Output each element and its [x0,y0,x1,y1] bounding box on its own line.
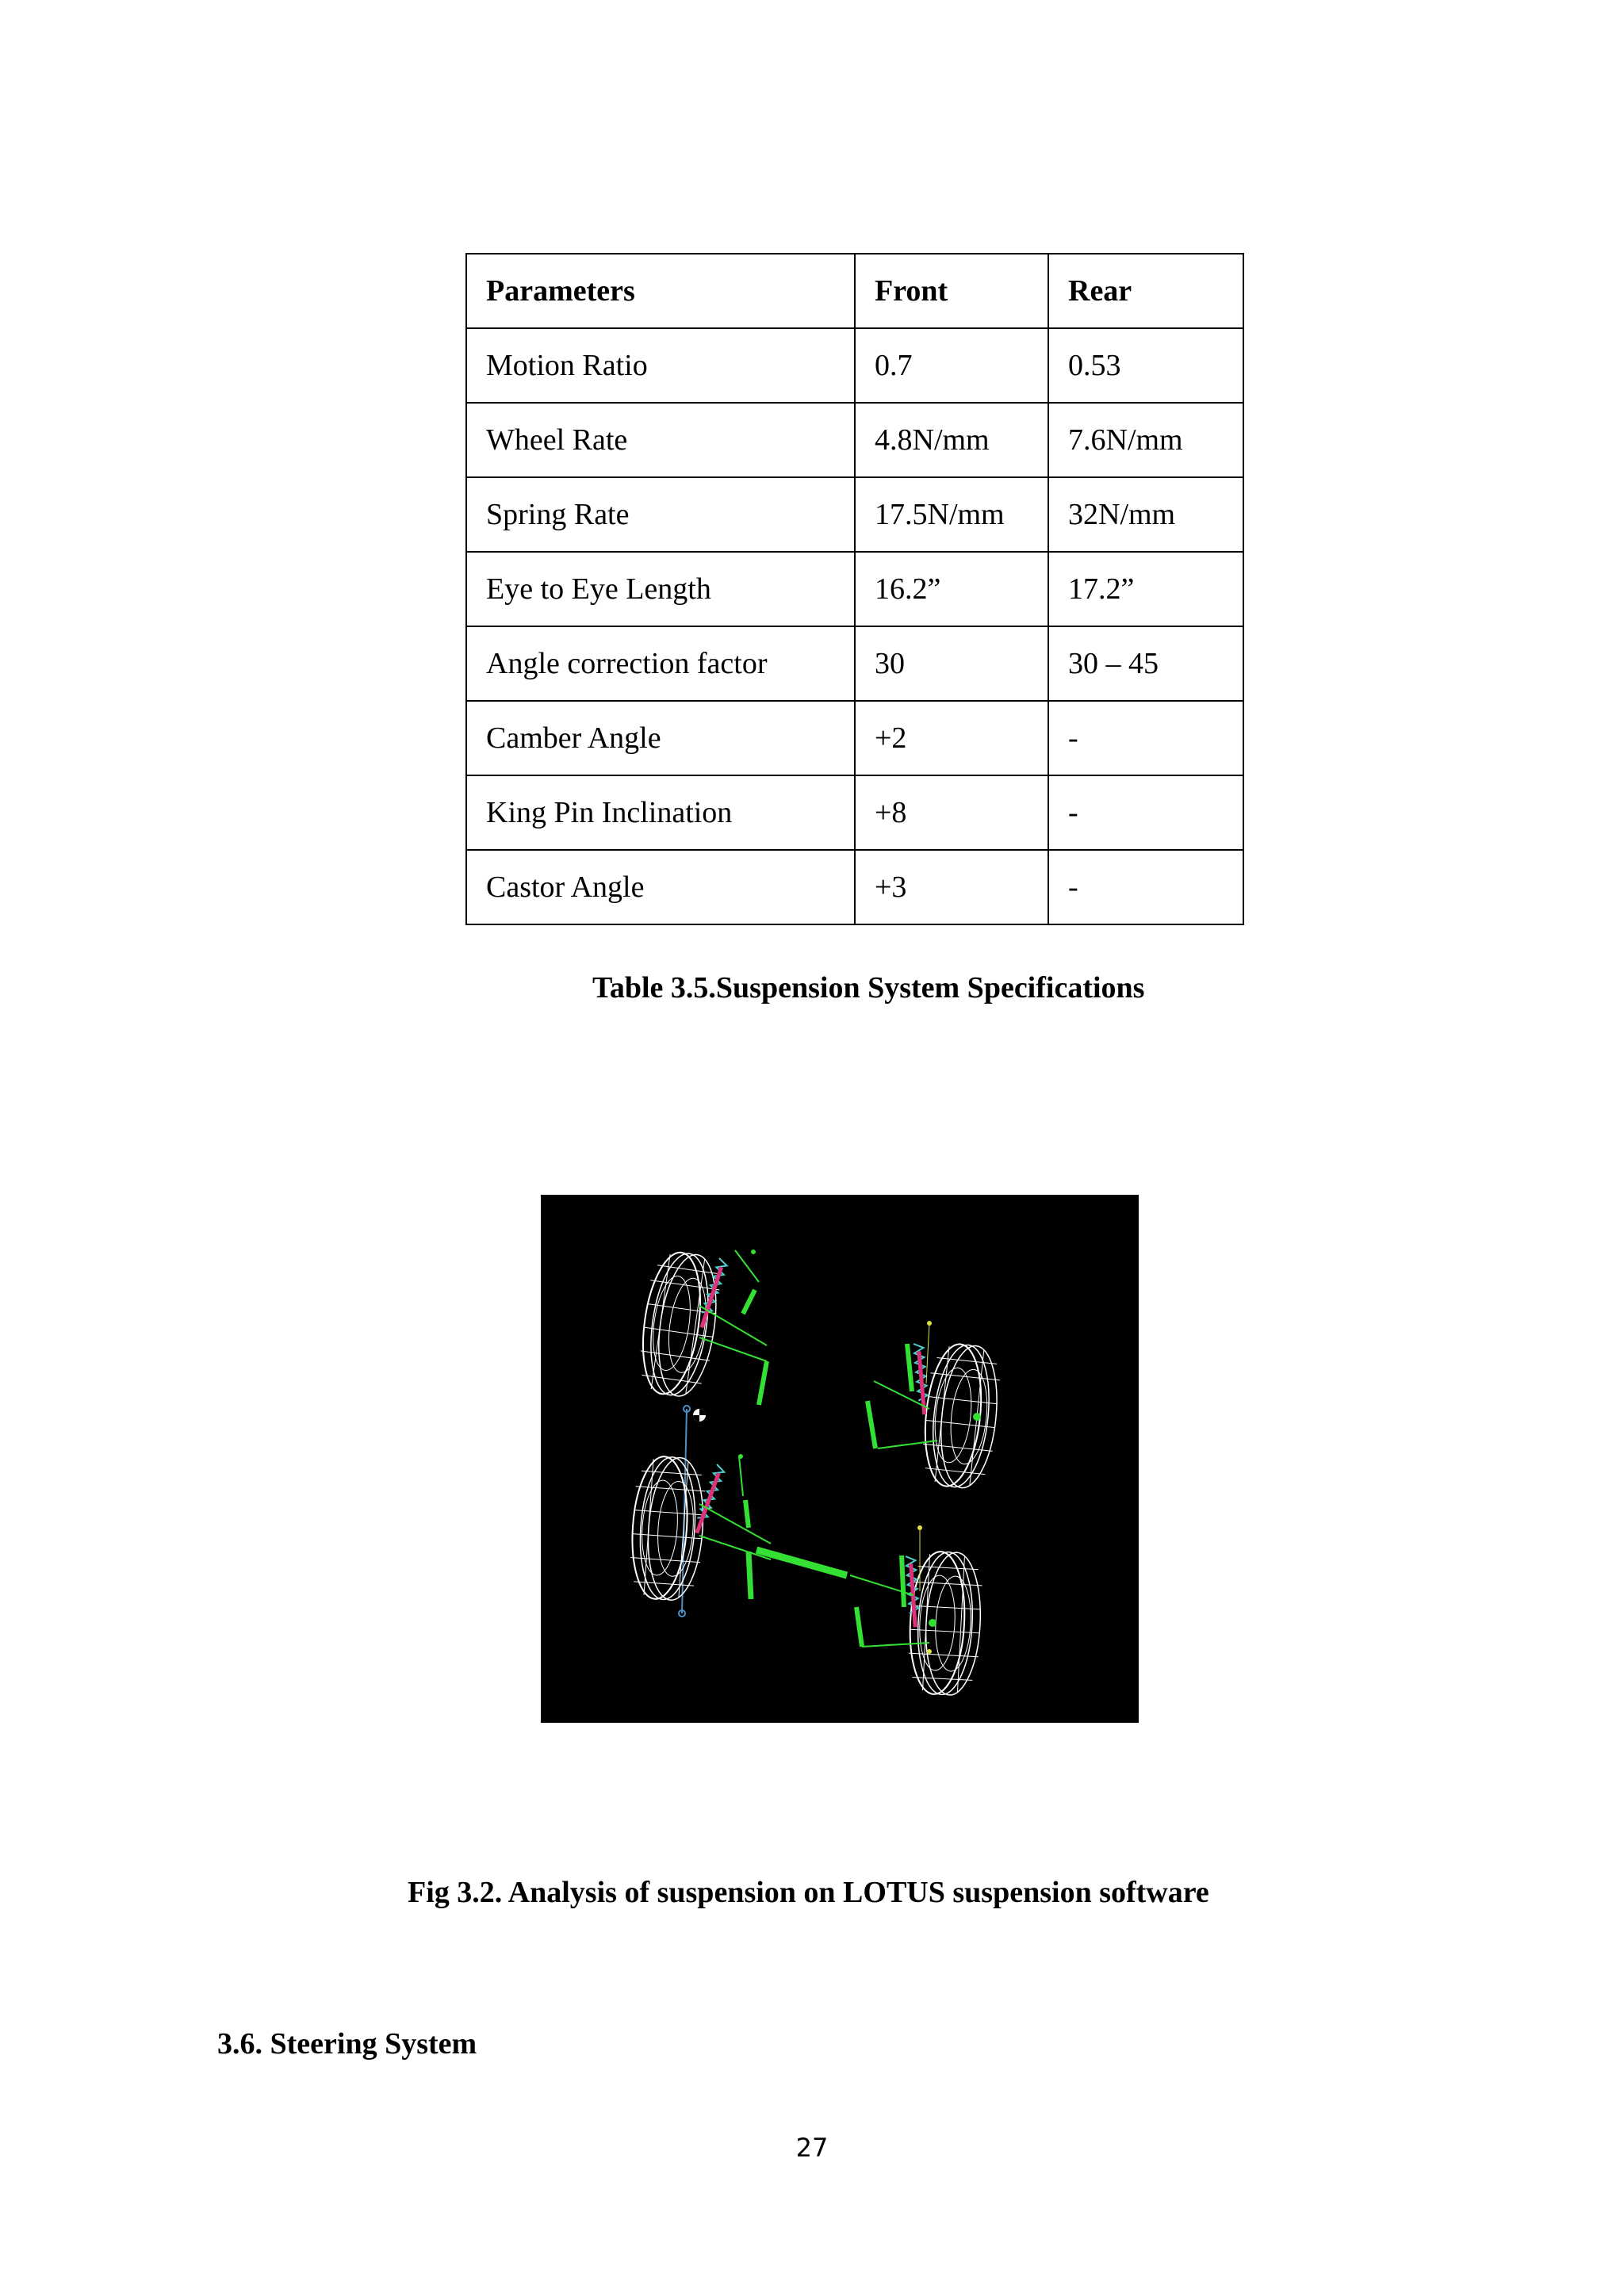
table-cell-front: 16.2” [855,552,1048,626]
table-header-row [466,254,1243,328]
table-cell-parameter: Castor Angle [466,850,855,924]
table-cell-rear: - [1048,701,1243,775]
anti-roll-bar-icon [756,1550,847,1575]
table-cell-parameter: King Pin Inclination [466,775,855,850]
table-cell-front: 4.8N/mm [855,403,1048,477]
table-row [466,328,1243,403]
table-cell-parameter: Motion Ratio [466,328,855,403]
table-caption: Table 3.5.Suspension System Specifications [592,971,1145,1004]
suspension-analysis-figure [541,1195,1139,1723]
table-cell-parameter: Camber Angle [466,701,855,775]
front-left-wheel-icon [635,1249,767,1405]
table-row [466,403,1243,477]
table-cell-parameter: Wheel Rate [466,403,855,477]
header-parameters: Parameters [466,254,855,328]
table-cell-front: +2 [855,701,1048,775]
table-cell-rear: 30 – 45 [1048,626,1243,701]
suspension-wireframe-image [541,1195,1139,1723]
header-rear: Rear [1048,254,1243,328]
table-cell-parameter: Eye to Eye Length [466,552,855,626]
table-cell-front: +8 [855,775,1048,850]
table-cell-rear: 0.53 [1048,328,1243,403]
header-front: Front [855,254,1048,328]
table-cell-rear: - [1048,850,1243,924]
rear-right-lower-wheel-icon [850,1525,984,1697]
table-cell-rear: 32N/mm [1048,477,1243,552]
table-cell-rear: 7.6N/mm [1048,403,1243,477]
table-cell-rear: - [1048,775,1243,850]
section-heading: 3.6. Steering System [217,2027,477,2061]
table-row [466,477,1243,552]
page-number: 27 [795,2133,829,2163]
table-row [466,775,1243,850]
table-cell-front: 30 [855,626,1048,701]
table-cell-parameter: Spring Rate [466,477,855,552]
table-cell-rear: 17.2” [1048,552,1243,626]
suspension-spec-table [465,253,1244,925]
rear-right-wheel-icon [868,1321,1003,1490]
table-cell-front: +3 [855,850,1048,924]
figure-caption: Fig 3.2. Analysis of suspension on LOTUS suspension software [408,1876,1209,1909]
table-row [466,626,1243,701]
table-row [466,850,1243,924]
table-row [466,552,1243,626]
table-cell-front: 0.7 [855,328,1048,403]
front-left-lower-wheel-icon [628,1454,771,1602]
table-cell-parameter: Angle correction factor [466,626,855,701]
table-row [466,701,1243,775]
table-cell-front: 17.5N/mm [855,477,1048,552]
